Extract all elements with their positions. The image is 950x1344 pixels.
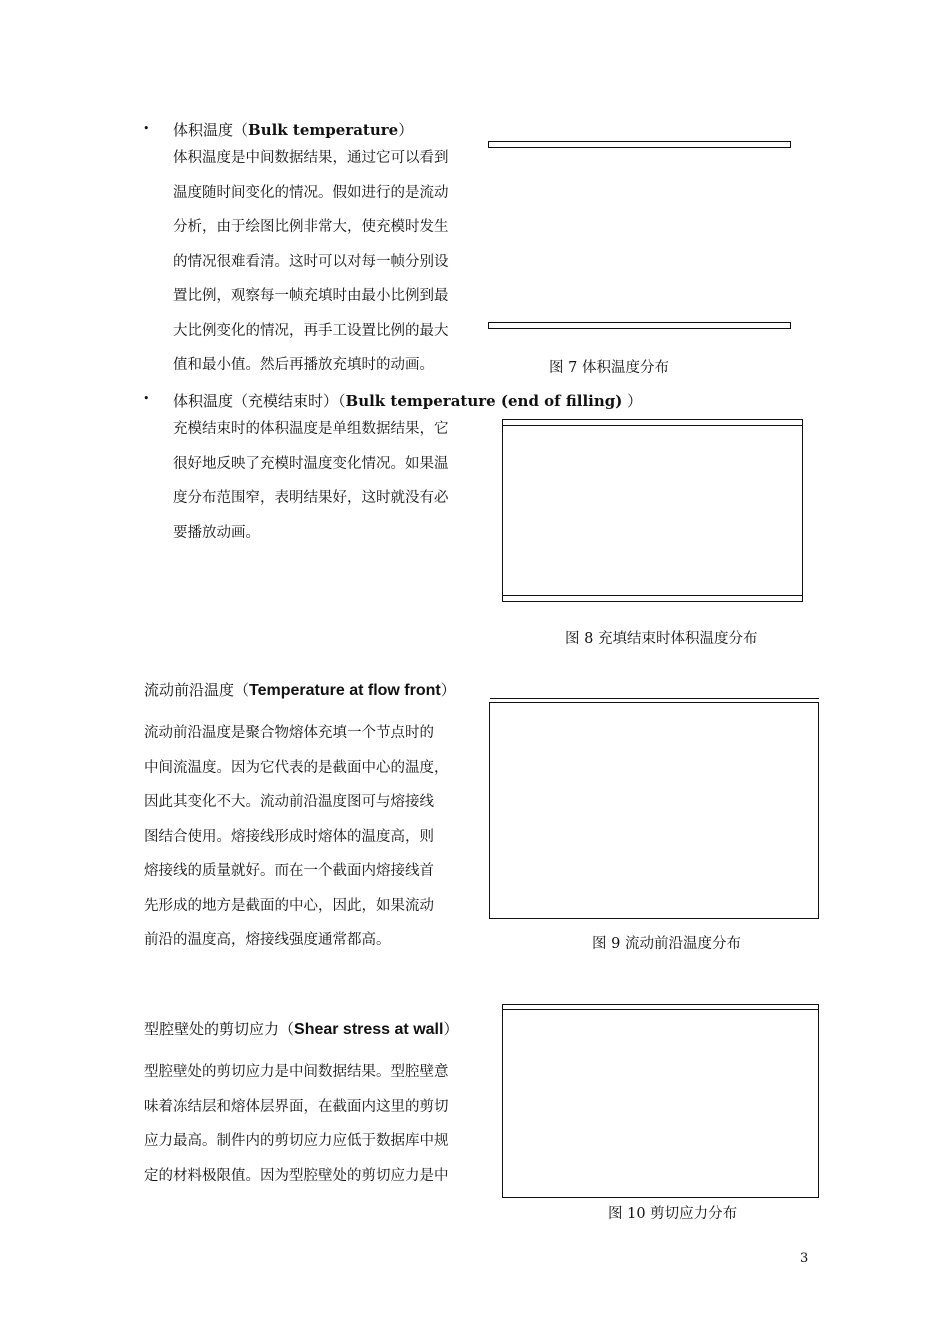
figure-7-bottom-edge [488, 322, 791, 329]
figure-10-top-inner-rule [503, 1009, 818, 1010]
figure-9-image-frame [489, 702, 819, 919]
figure-9-top-rule [490, 698, 819, 699]
figure-10-caption: 图 10 剪切应力分布 [608, 1206, 738, 1222]
figure-8-caption: 图 8 充填结束时体积温度分布 [565, 631, 758, 647]
figure-8-top-inner-rule [503, 425, 802, 426]
figure-7-top-edge [488, 141, 791, 148]
paragraph-line: 应力最高。制件内的剪切应力应低于数据库中规 [144, 1133, 449, 1149]
figure-9-caption: 图 9 流动前沿温度分布 [592, 936, 741, 952]
paragraph-line: 的情况很难看清。这时可以对每一帧分别设 [173, 253, 449, 270]
section-heading-bulk-temperature: 体积温度（Bulk temperature） [173, 121, 414, 139]
section-heading-bulk-temperature-end-of-filling: 体积温度（充模结束时）（Bulk temperature (end of filling) ） [173, 392, 643, 410]
section-heading-shear-stress-at-wall: 型腔壁处的剪切应力（Shear stress at wall） [144, 1020, 459, 1038]
section-heading-temperature-at-flow-front: 流动前沿温度（Temperature at flow front） [144, 681, 456, 699]
paragraph-line: 很好地反映了充模时温度变化情况。如果温 [173, 455, 449, 472]
paragraph-line: 型腔壁处的剪切应力是中间数据结果。型腔壁意 [144, 1064, 449, 1080]
paragraph-line: 中间流温度。因为它代表的是截面中心的温度， [144, 759, 449, 776]
paragraph-line: 温度随时间变化的情况。假如进行的是流动 [173, 184, 449, 201]
paragraph-line: 充模结束时的体积温度是单组数据结果，它 [173, 421, 449, 437]
paragraph-line: 大比例变化的情况，再手工设置比例的最大 [173, 322, 449, 339]
paragraph-line: 图结合使用。熔接线形成时熔体的温度高，则 [144, 828, 434, 845]
paragraph-line: 流动前沿温度是聚合物熔体充填一个节点时的 [144, 725, 434, 741]
paragraph-line: 因此其变化不大。流动前沿温度图可与熔接线 [144, 794, 434, 810]
paragraph-line: 熔接线的质量就好。而在一个截面内熔接线首 [144, 863, 434, 879]
bullet-1: • [143, 122, 150, 135]
paragraph-line: 定的材料极限值。因为型腔壁处的剪切应力是中 [144, 1167, 449, 1184]
paragraph-line: 分析，由于绘图比例非常大，使充模时发生 [173, 219, 449, 235]
figure-8-bottom-inner-rule [503, 595, 802, 596]
section-body-end-of-filling [173, 412, 449, 550]
paragraph-line: 值和最小值。然后再播放充填时的动画。 [173, 357, 434, 373]
figure-8-image-frame [502, 419, 803, 602]
paragraph-line: 先形成的地方是截面的中心，因此，如果流动 [144, 897, 434, 914]
paragraph-line: 要播放动画。 [173, 524, 260, 541]
page-number: 3 [800, 1251, 809, 1266]
section-body-flow-front [144, 716, 449, 958]
paragraph-line: 前沿的温度高，熔接线强度通常都高。 [144, 932, 391, 948]
section-body-bulk-temperature [173, 141, 449, 383]
bullet-2: • [143, 392, 150, 405]
paragraph-line: 置比例，观察每一帧充填时由最小比例到最 [173, 288, 449, 304]
paragraph-line: 味着冻结层和熔体层界面，在截面内这里的剪切 [144, 1098, 449, 1115]
paragraph-line: 度分布范围窄，表明结果好，这时就没有必 [173, 490, 449, 506]
section-body-shear-stress [144, 1055, 449, 1193]
figure-7-caption: 图 7 体积温度分布 [549, 360, 669, 376]
paragraph-line: 体积温度是中间数据结果，通过它可以看到 [173, 150, 449, 166]
figure-10-image-frame [502, 1004, 819, 1198]
